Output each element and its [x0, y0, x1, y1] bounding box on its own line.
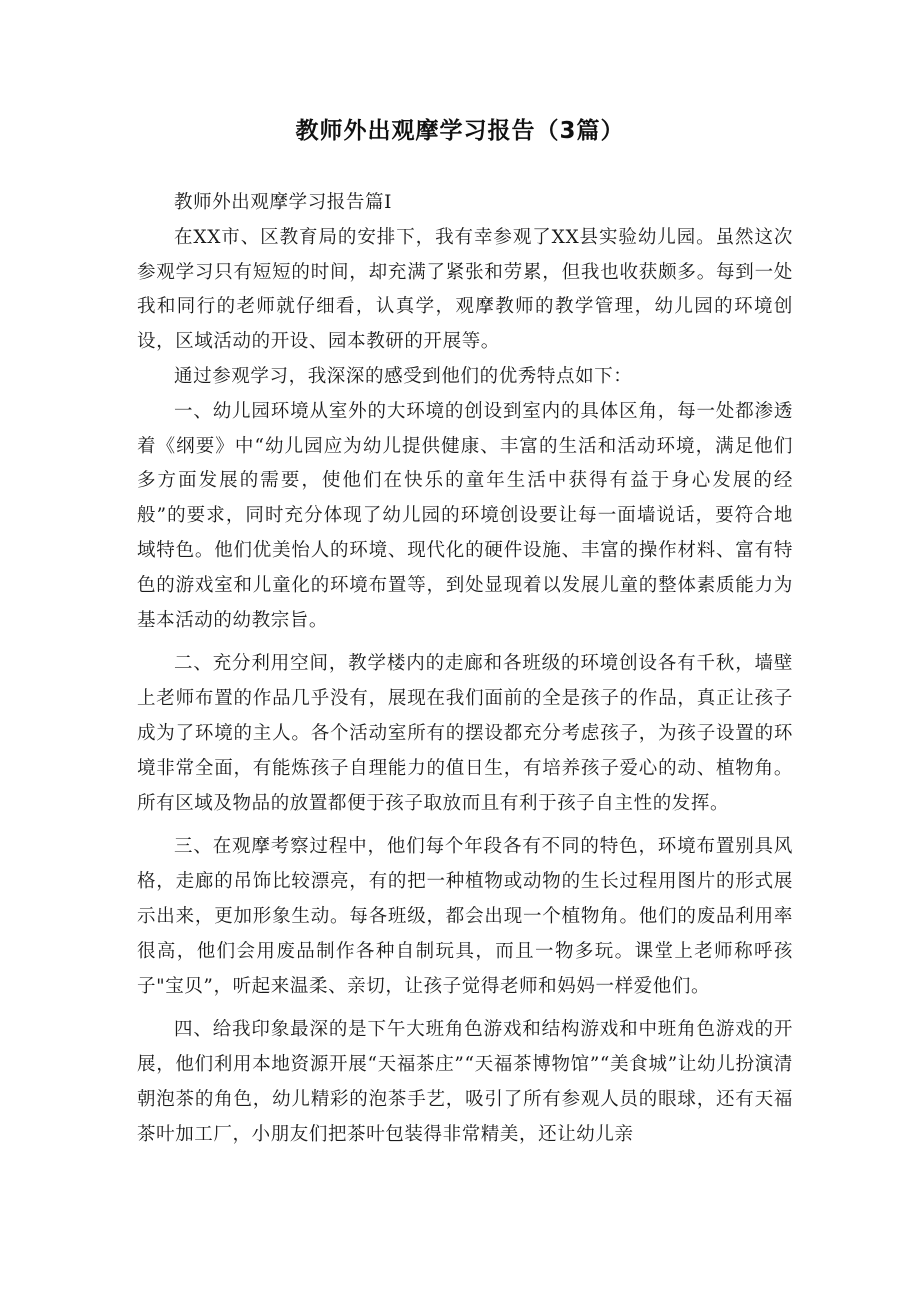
paragraph-intro: 在XX市、区教育局的安排下，我有幸参观了XX县实验幼儿园。虽然这次参观学习只有短短的时间，却充满了紧张和劳累，但我也收获颇多。每到一处我和同行的老师就仔细看，认真学，观摩教师的教学管理，幼儿园的环境创设，区域活动的开设、园本教研的开展等。	[137, 226, 793, 353]
paragraph-point-2: 二、充分利用空间，教学楼内的走廊和各班级的环境创设各有千秋，墙壁上老师布置的作品几乎没有，展现在我们面前的全是孩子的作品，真正让孩子成为了环境的主人。各个活动室所有的摆设都充分考虑孩子，为孩子设置的环境非常全面，有能炼孩子自理能力的值日生，有培养孩子爱心的动、植物角。所有区域及物品的放置都便于孩子取放而且有利于孩子自主性的发挥。	[137, 653, 793, 814]
document-title: 教师外出观摩学习报告（3篇）	[295, 118, 625, 144]
section-heading: 教师外出观摩学习报告篇I	[174, 192, 393, 213]
paragraph-point-3: 三、在观摩考察过程中，他们每个年段各有不同的特色，环境布置别具风格，走廊的吊饰比较漂亮，有的把一种植物或动物的生长过程用图片的形式展示出来，更加形象生动。每各班级，都会出现一个植物角。他们的废品利用率很高，他们会用废品制作各种自制玩具，而且一物多玩。课堂上老师称呼孩子"宝贝”，听起来温柔、亲切，让孩子觉得老师和妈妈一样爱他们。	[137, 836, 793, 997]
paragraph-point-4: 四、给我印象最深的是下午大班角色游戏和结构游戏和中班角色游戏的开展，他们利用本地资源开展“天福茶庄”“天福茶博物馆”“美食城”让幼儿扮演清朝泡茶的角色，幼儿精彩的泡茶手艺，吸引了所有参观人员的眼球，还有天福茶叶加工厂，小朋友们把茶叶包装得非常精美，还让幼儿亲	[137, 1019, 793, 1145]
paragraph-summary: 通过参观学习，我深深的感受到他们的优秀特点如下：	[174, 365, 633, 387]
document-body	[137, 186, 793, 1153]
paragraph-point-1: 一、幼儿园环境从室外的大环境的创设到室内的具体区角，每一处都渗透着《纲要》中“幼儿园应为幼儿提供健康、丰富的生活和活动环境，满足他们多方面发展的需要，使他们在快乐的童年生活中获得有益于身心发展的经般”的要求，同时充分体现了幼儿园的环境创设要让每一面墙说话，要符合地域特色。他们优美怡人的环境、现代化的硬件设施、丰富的操作材料、富有特色的游戏室和儿童化的环境布置等，到处显现着以发展儿童的整体素质能力为基本活动的幼教宗旨。	[137, 400, 793, 631]
